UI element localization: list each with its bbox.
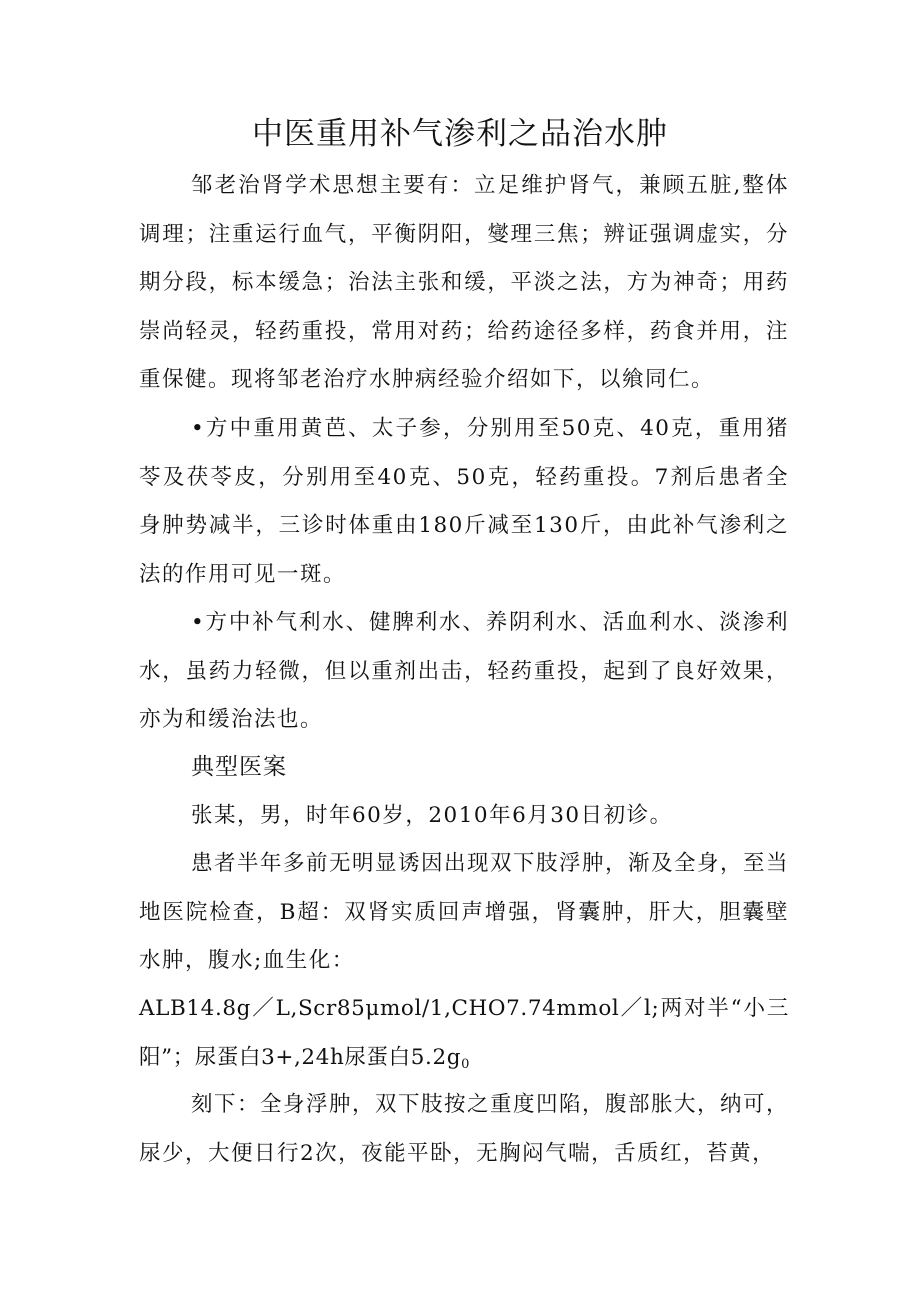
document-title: 中医重用补气渗利之品治水肿 <box>252 116 668 152</box>
current-status-paragraph: 刻下：全身浮肿，双下肢按之重度凹陷，腹部胀大，纳可，尿少，大便日行2次，夜能平卧，无胸闷气喘，舌质红，苔黄， <box>139 1092 790 1166</box>
bullet-paragraph-dosage: •方中重用黄芭、太子参，分别用至50克、40克，重用猪苓及茯苓皮，分别用至40克、50克，轻药重投。7剂后患者全身肿势减半，三诊时体重由180斤减至130斤，由此补气渗利之法的作用可见一斑。 <box>139 416 789 587</box>
case-section-heading: 典型医案 <box>191 754 287 780</box>
intro-paragraph: 邹老治肾学术思想主要有：立足维护肾气，兼顾五脏,整体调理；注重运行血气，平衡阴阳，燮理三焦；辨证强调虚实，分期分段，标本缓急；治法主张和缓，平淡之法，方为神奇；用药崇尚轻灵，轻药重投，常用对药；给药途径多样，药食并用，注重保健。现将邹老治疗水肿病经验介绍如下，以飨同仁。 <box>139 173 789 392</box>
case-history-paragraph: 患者半年多前无明显诱因出现双下肢浮肿，渐及全身，至当地医院检查，B超：双肾实质回声增强，肾囊肿，肝大，胆囊壁水肿，腹水;血生化： <box>139 851 790 973</box>
lab-results-text: ALB14.8g／L,Scr85μmol/1,CHO7.74mmol／l;两对半“小三阳”；尿蛋白3+,24h尿蛋白5.2g <box>139 996 789 1070</box>
lab-results-subscript: 0 <box>461 1056 470 1072</box>
bullet-paragraph-method: •方中补气利水、健脾利水、养阴利水、活血利水、淡渗利水，虽药力轻微，但以重剂出击，轻药重投，起到了良好效果，亦为和缓治法也。 <box>139 610 789 732</box>
case-patient-info: 张某，男，时年60岁，2010年6月30日初诊。 <box>191 803 673 828</box>
lab-results-paragraph <box>139 985 789 1089</box>
